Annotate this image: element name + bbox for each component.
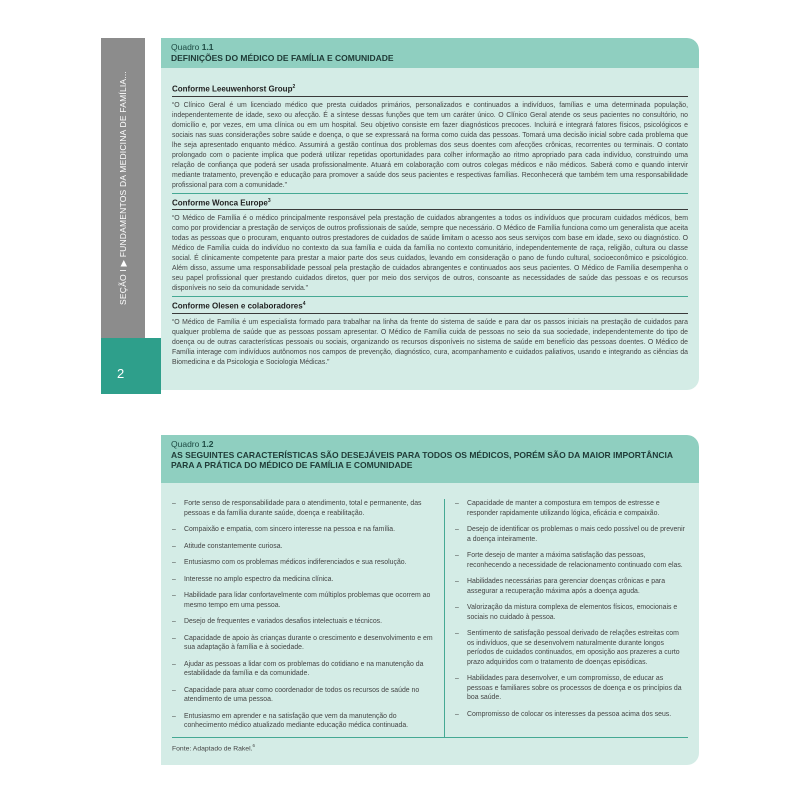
characteristics-left-column	[172, 499, 445, 738]
list-item	[455, 551, 688, 570]
list-item-text: Entusiasmo em aprender e na satisfação que vem da manutenção do conhecimento médico atualizado mediante educação médica continuada.	[184, 712, 409, 729]
list-dash: –	[172, 660, 176, 668]
definition-leeuwenhorst	[172, 84, 688, 194]
quadro-label-number: 1.1	[201, 42, 214, 52]
list-dash: –	[172, 526, 176, 533]
definition-heading-text: Conforme Olesen e colaboradores	[172, 301, 303, 311]
quadro-1-2	[161, 435, 699, 765]
list-item	[455, 525, 688, 544]
list-dash: –	[172, 634, 176, 642]
list-dash: –	[172, 500, 176, 507]
list-item-text: Habilidade para lidar confortavelmente com múltiplos problemas que ocorrem ao mesmo tempo em uma pessoa.	[184, 592, 431, 609]
list-item-text: Forte desejo de manter a máxima satisfação das pessoas, reconhecendo a necessidade de relacionamento continuado com elas.	[467, 552, 683, 569]
list-dash: –	[455, 710, 459, 718]
quadro-1-1-header	[161, 38, 699, 68]
list-item-text: Compaixão e empatia, com sincero interesse na pessoa e na família.	[184, 526, 396, 533]
list-item	[172, 712, 436, 731]
list-dash: –	[455, 630, 459, 637]
definition-heading	[172, 301, 688, 313]
characteristics-columns	[161, 499, 699, 738]
list-dash: –	[172, 542, 176, 550]
quadro-1-2-title: AS SEGUINTES CARACTERÍSTICAS SÃO DESEJÁVEIS PARA TODOS OS MÉDICOS, PORÉM SÃO DA MAIOR IMPORTÂNCIA PARA A PRÁTICA DO MÉDICO DE FAMÍLIA E COMUNIDADE	[171, 450, 673, 470]
list-dash: –	[455, 675, 459, 682]
list-dash: –	[172, 618, 176, 625]
quadro-label-prefix: Quadro	[171, 439, 202, 449]
divider	[172, 296, 688, 297]
definition-heading-text: Conforme Leeuwenhorst Group	[172, 84, 293, 94]
list-item-text: Capacidade de manter a compostura em tempos de estresse e responder rapidamente utilizando lógica, eficácia e compaixão.	[467, 500, 660, 517]
definition-heading	[172, 198, 688, 210]
list-dash: –	[172, 592, 176, 599]
definition-text: “O Médico de Família é um especialista formado para trabalhar na linha da frente do sistema de saúde e para dar os passos iniciais na prestação de cuidados para qualquer problema de saúde que as pessoas possam apresentar. O Médico de Família cuida de pessoas no seio da sua sociedade, independentemente do tipo de doença ou de outras características pessoais ou sociais, organizando os recursos disponíveis no sistema de saúde em benefício das pessoas doentes. O Médico de Família interage com indivíduos autônomos nos campos de prevenção, diagnóstico, cura, acompanhamento e cuidados paliativos, usando e integrando as ciências da Biomedicina e da Psicologia e Sociologia Médicas.”	[172, 318, 688, 366]
quadro-label-number: 1.2	[201, 439, 214, 449]
list-item	[172, 660, 436, 679]
source-text: Fonte: Adaptado de Rakel.	[172, 745, 253, 753]
quadro-1-2-header	[161, 435, 699, 483]
reference-number: 2	[292, 84, 296, 90]
list-item	[172, 575, 436, 585]
list-item	[172, 558, 436, 568]
reference-number: 6	[252, 743, 256, 748]
list-dash: –	[455, 552, 459, 559]
section-label: SEÇÃO I ▶ FUNDAMENTOS DA MEDICINA DE FAMÍLIA...	[118, 71, 128, 305]
definition-text: “O Médico de Família é o médico principalmente responsável pela prestação de cuidados abrangentes a todos os indivíduos que procuram cuidados médicos, bem como por providenciar a prestação de serviços de outros profissionais de saúde, sempre que necessário. O Médico de Família funciona como um generalista que aceita todas as pessoas que o procuram, enquanto outros prestadores de cuidados de saúde limitam o acesso aos seus serviços com base em idade, sexo ou diagnóstico. O Médico de Família cuida do indivíduo no contexto da sua família e cuida da família no contexto comunitário, independentemente de raça, religião, cultura ou classe social. É clinicamente competente para prestar a maior parte dos seus cuidados, levando em consideração o pano de fundo cultural, socioeconômico e psicológico. Além disso, assume uma responsabilidade pessoal pela prestação de cuidados abrangentes e continuados aos seus pacientes. O Médico de Família desempenha o seu papel profissional quer prestando cuidados diretos, quer por meio dos serviços de outros, consoante as necessidades de saúde das pessoas e os recursos disponíveis no seio da comunidade servida.”	[172, 215, 688, 293]
divider	[172, 96, 688, 97]
source-note	[172, 743, 255, 752]
definition-text: “O Clínico Geral é um licenciado médico que presta cuidados primários, personalizados e continuados a indivíduos, famílias e uma determinada população, independentemente de idade, sexo ou afecção. É a síntese dessas funções que tem um caráter único. O Clínico Geral atende os seus pacientes no consultório, no domicílio e, por vezes, em uma clínica ou em um hospital. Seu objetivo consiste em fazer diagnósticos precoces. Incluirá e integrará fatores físicos, psicológicos e sociais nas suas considerações sobre saúde e doença, o que se expressará na forma como cuida das pessoas. Tomará uma decisão inicial sobre cada problema que lhe seja apresentado enquanto médico. Assumirá a gestão contínua dos problemas dos seus doentes com afecções crônicas, recorrentes ou terminais. O contato prolongado com o paciente implica que poderá utilizar repetidas oportunidades para colher informação ao ritmo apropriado para cada indivíduo, construindo uma relação de confiança que poderá ser usada profissionalmente. Atuará em colaboração com outros colegas médicos e não médicos. Saberá como e quando intervir mediante tratamento, prevenção e educação para promover a saúde dos seus pacientes e respectivas famílias. Reconhecerá que também tem uma responsabilidade profissional para com a comunidade.”	[172, 101, 688, 189]
list-dash: –	[172, 712, 176, 720]
list-item	[172, 499, 436, 518]
list-item	[455, 603, 688, 622]
divider	[172, 209, 688, 210]
quadro-label-prefix: Quadro	[171, 42, 202, 52]
list-item	[172, 525, 436, 535]
list-item-text: Capacidade de apoio às crianças durante o crescimento e desenvolvimento e em sua adaptação à família e à sociedade.	[184, 634, 433, 651]
list-item-text: Habilidades para desenvolver, e um compromisso, de educar as pessoas e familiares sobre os processos de doença e os princípios da boa saúde.	[467, 675, 682, 701]
list-item	[455, 499, 688, 518]
list-item-text: Compromisso de colocar os interesses da pessoa acima dos seus.	[467, 710, 672, 718]
divider	[172, 313, 688, 314]
list-item-text: Entusiasmo com os problemas médicos indiferenciados e sua resolução.	[184, 559, 407, 566]
list-item-text: Desejo de frequentes e variados desafios intelectuais e técnicos.	[184, 618, 383, 625]
quadro-1-1-label	[171, 42, 689, 53]
list-item-text: Interesse no amplo espectro da medicina clínica.	[184, 575, 334, 583]
page-number-box	[101, 338, 161, 394]
list-item	[172, 617, 436, 627]
reference-number: 4	[302, 301, 306, 308]
quadro-1-1	[161, 38, 699, 390]
list-item-text: Sentimento de satisfação pessoal derivado de relações estreitas com os indivíduos, que se desenvolvem naturalmente durante longos períodos de cuidados continuados, em oposição aos prazeres a curto prazo adquiridos com o tratamento de doenças episódicas.	[467, 630, 680, 666]
characteristics-right-column	[445, 499, 688, 738]
list-item-text: Forte senso de responsabilidade para o atendimento, total e permanente, das pessoas e da família durante saúde, doença e reabilitação.	[184, 500, 422, 517]
list-item	[455, 710, 688, 720]
list-item	[455, 577, 688, 596]
list-dash: –	[172, 575, 176, 583]
list-item	[172, 686, 436, 705]
divider	[172, 737, 688, 738]
page-number: 2	[117, 366, 125, 381]
definition-olesen	[172, 301, 688, 368]
list-item-text: Atitude constantemente curiosa.	[184, 542, 283, 550]
quadro-1-1-title: DEFINIÇÕES DO MÉDICO DE FAMÍLIA E COMUNIDADE	[171, 53, 394, 63]
list-item	[172, 634, 436, 653]
definition-heading-text: Conforme Wonca Europe	[172, 198, 268, 208]
list-dash: –	[455, 526, 459, 533]
list-item	[172, 591, 436, 610]
list-dash: –	[455, 604, 459, 611]
reference-number: 3	[267, 197, 271, 204]
quadro-1-2-label	[171, 439, 689, 450]
list-item-text: Habilidades necessárias para gerenciar doenças crônicas e para assegurar a recuperação máxima após a doença aguda.	[467, 578, 666, 595]
list-item	[455, 674, 688, 703]
list-dash: –	[172, 559, 176, 566]
list-item-text: Capacidade para atuar como coordenador de todos os recursos de saúde no atendimento de uma pessoa.	[184, 686, 420, 703]
list-item-text: Valorização da mistura complexa de elementos físicos, emocionais e sociais no cuidado à pessoa.	[467, 604, 678, 621]
definition-wonca	[172, 198, 688, 298]
list-item-text: Desejo de identificar os problemas o mais cedo possível ou de prevenir a doença inteiramente.	[467, 526, 685, 543]
list-item	[455, 629, 688, 667]
list-dash: –	[455, 578, 459, 585]
list-dash: –	[455, 500, 459, 507]
list-item	[172, 542, 436, 552]
list-dash: –	[172, 686, 176, 694]
list-item-text: Ajudar as pessoas a lidar com os problemas do cotidiano e na manutenção da estabilidade da família e da comunidade.	[184, 660, 424, 677]
definition-heading	[172, 84, 688, 96]
divider	[172, 193, 688, 194]
